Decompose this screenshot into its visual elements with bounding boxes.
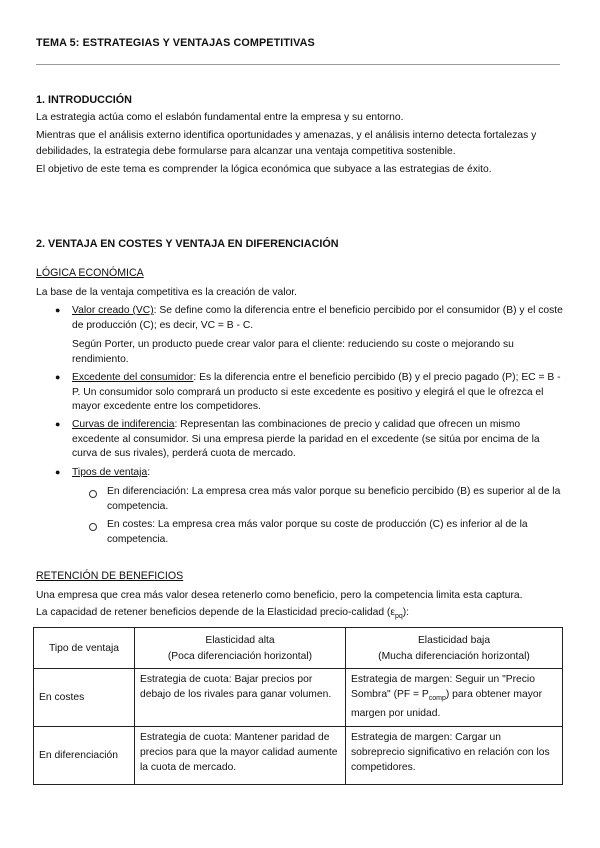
bullet-icon: ● — [55, 419, 61, 429]
bullet-text: : Representan las combinaciones de precio y calidad que ofrecen un mismo excedente al consumidor. Si una empresa pierde la paridad en el excedente (se sitúa por encima de la curva de sus rivales), perderá cuota de mercado. — [72, 419, 540, 459]
header-tipo: Tipo de ventaja — [34, 628, 135, 669]
header-elasticidad-baja — [346, 628, 563, 669]
comp-subscript: comp — [428, 695, 446, 703]
bullet-icon: ● — [55, 467, 61, 477]
term-tipos: Tipos de ventaja — [72, 467, 148, 478]
table-row — [34, 669, 563, 727]
bullet-text: : — [147, 467, 151, 478]
header-line: Elasticidad baja — [417, 635, 491, 646]
table-header-row — [34, 628, 563, 669]
section-2-heading: 2. VENTAJA EN COSTES Y VENTAJA EN DIFERENCIACIÓN — [36, 238, 339, 250]
logic-intro: La base de la ventaja competitiva es la creación de valor. — [36, 287, 298, 298]
retention-paragraph-1: Una empresa que crea más valor desea retenerlo como beneficio, pero la competencia limita esta captura. — [36, 590, 523, 601]
bullet-text: : Es la diferencia entre el beneficio percibido (B) y el precio pagado (P); EC = B - P. Un consumidor solo comprará un producto si este excedente es positivo y elegirá el que le ofrezca el mayor excedente entre los competidores. — [72, 372, 561, 412]
logic-subheading: LÓGICA ECONÓMICA — [36, 267, 144, 279]
cell-text: Estrategia de margen: Seguir un "Precio Sombra" (PF = P — [351, 674, 535, 700]
intro-paragraph-1: La estrategia actúa como el eslabón fundamental entre la empresa y su entorno. — [36, 112, 404, 123]
header-elasticidad-alta — [135, 628, 346, 669]
strategy-table — [33, 627, 563, 785]
bullet-icon: ● — [55, 372, 61, 382]
table-row — [34, 727, 563, 785]
bullet-icon: ● — [55, 305, 61, 315]
table-cell — [346, 669, 563, 727]
table-cell: Estrategia de margen: Cargar un sobreprecio significativo en relación con los competidores. — [346, 727, 563, 785]
epsilon-subscript: pq — [394, 613, 403, 621]
header-line: (Poca diferenciación horizontal) — [167, 651, 313, 662]
intro-paragraph-3: El objetivo de este tema es comprender la lógica económica que subyace a las estrategias de éxito. — [36, 164, 492, 175]
sub-bullet-icon — [89, 490, 97, 498]
table-cell: Estrategia de cuota: Mantener paridad de precios para que la mayor calidad aumente la cuota de mercado. — [135, 727, 346, 785]
retention-subheading: RETENCIÓN DE BENEFICIOS — [36, 570, 184, 582]
section-1-heading: 1. INTRODUCCIÓN — [36, 94, 132, 106]
row-label-diferenciacion: En diferenciación — [34, 727, 135, 785]
title-divider — [36, 64, 560, 65]
header-line: (Mucha diferenciación horizontal) — [378, 651, 530, 662]
sub-bullet-costes: En costes: La empresa crea más valor porque su coste de producción (C) es inferior al de la competencia. — [107, 519, 528, 545]
term-curvas: Curvas de indiferencia — [72, 419, 175, 430]
sub-bullet-icon — [89, 523, 97, 531]
header-line: Elasticidad alta — [205, 635, 275, 646]
row-label-costes: En costes — [34, 669, 135, 727]
intro-paragraph-2: Mientras que el análisis externo identifica oportunidades y amenazas, y el análisis interno detecta fortalezas y debilidades, la estrategia debe formularse para alcanzar una ventaja competitiva sostenible. — [36, 130, 537, 157]
bullet-tipos — [72, 466, 564, 481]
table-cell: Estrategia de cuota: Bajar precios por debajo de los rivales para ganar volumen. — [135, 669, 346, 727]
retention-text-end: ): — [402, 607, 410, 618]
document-title: TEMA 5: ESTRATEGIAS Y VENTAJAS COMPETITIVAS — [36, 37, 315, 49]
term-excedente: Excedente del consumidor — [72, 372, 194, 383]
bullet-text: : Se define como la diferencia entre el beneficio percibido por el consumidor (B) y el coste de producción (C); es decir, VC = B - C. — [72, 305, 563, 331]
bullet-valor-creado — [72, 304, 564, 333]
cell-text-end: ) para obtener mayor margen por unidad. — [351, 689, 543, 720]
porter-note: Según Porter, un producto puede crear valor para el cliente: reduciendo su coste o mejorando su rendimiento. — [72, 339, 514, 365]
bullet-excedente — [72, 371, 564, 415]
retention-paragraph-2 — [36, 605, 564, 625]
bullet-curvas — [72, 418, 564, 462]
term-valor-creado: Valor creado (VC) — [72, 305, 154, 316]
sub-bullet-diferenciacion: En diferenciación: La empresa crea más valor porque su beneficio percibido (B) es superior al de la competencia. — [107, 486, 561, 512]
retention-text: La capacidad de retener beneficios depende de la Elasticidad precio-calidad (ε — [36, 607, 395, 618]
